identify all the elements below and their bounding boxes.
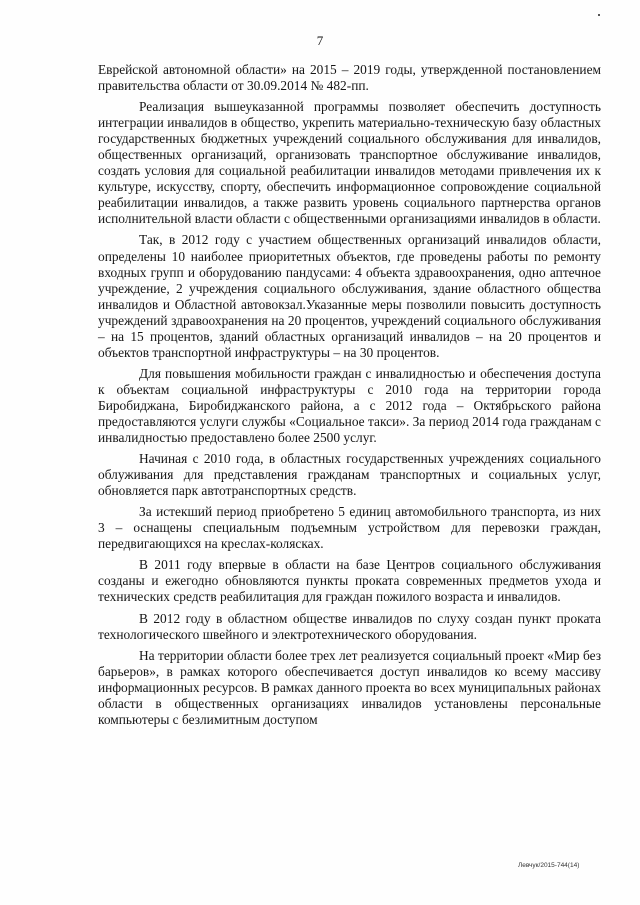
paragraph-vehicle-fleet: Начиная с 2010 года, в областных государственных учреждениях социального облуживания для представления гражданам транспортных и социальных услуг, обновляется парк автотранспортных средств. — [98, 451, 601, 499]
paragraph-program-implementation: Реализация вышеуказанной программы позволяет обеспечить доступность интеграции инвалидов в общество, укрепить материально-техническую базу областных государственных бюджетных учреждений социального обслуживания для инвалидов, общественных организаций, организовать транспортное обслуживание инвалидов, создать условия для социальной реабилитации инвалидов методами привлечения их к культуре, искусству, спорту, обеспечить информационное сопровождение социальной реабилитации инвалидов, а также развить уровень социального партнерства органов исполнительной власти области с общественными организациями инвалидов в области. — [98, 99, 601, 227]
paragraph-vehicles-purchased: За истекший период приобретено 5 единиц автомобильного транспорта, из них 3 – оснащены специальным подъемным устройством для перевозки граждан, передвигающихся на креслах-колясках. — [98, 504, 601, 552]
page-number: 7 — [316, 33, 324, 48]
paragraph-rental-points: В 2011 году впервые в области на базе Центров социального обслуживания созданы и ежегодно обновляются пункты проката современных предметов ухода и технических средств реабилитация для граждан пожилого возраста и инвалидов. — [98, 557, 601, 605]
paragraph-world-without-barriers: На территории области более трех лет реализуется социальный проект «Мир без барьеров», в рамках которого обеспечивается доступ инвалидов ко всему массиву информационных ресурсов. В рамках данного проекта во всех муниципальных районах области в общественных организациях инвалидов установлены персональные компьютеры с безлимитным доступом — [98, 647, 601, 727]
document-body — [98, 62, 601, 728]
scan-speck — [598, 14, 600, 16]
paragraph-priority-objects: Так, в 2012 году с участием общественных организаций инвалидов области, определены 10 наиболее приоритетных объектов, где проведены работы по ремонту входных групп и оборудованию пандусами: 4 объекта здравоохранения, одно аптечное учреждение, 2 учреждения социального обслуживания, здание областного общества инвалидов и Областной автовокзал.Указанные меры позволили повысить доступность учреждений здравоохранения на 20 процентов, учреждений социального обслуживания – на 15 процентов, зданий областных организаций инвалидов – на 20 процентов и объектов транспортной инфраструктуры – на 30 процентов. — [98, 232, 601, 360]
paragraph-continuation: Еврейской автономной области» на 2015 – 2019 годы, утвержденной постановлением правительства области от 30.09.2014 № 482-пп. — [98, 62, 601, 94]
paragraph-hearing-society: В 2012 году в областном обществе инвалидов по слуху создан пункт проката технологического швейного и электротехнического оборудования. — [98, 610, 601, 642]
document-code: Левчук/2015-744(14) — [518, 862, 580, 869]
paragraph-social-taxi: Для повышения мобильности граждан с инвалидностью и обеспечения доступа к объектам социальной инфраструктуры с 2010 года на территории города Биробиджана, Биробиджанского района, а с 2012 года – Октябрьского района предоставляются услуги службы «Социальное такси». За период 2014 года гражданам с инвалидностью предоставлено более 2500 услуг. — [98, 365, 601, 446]
